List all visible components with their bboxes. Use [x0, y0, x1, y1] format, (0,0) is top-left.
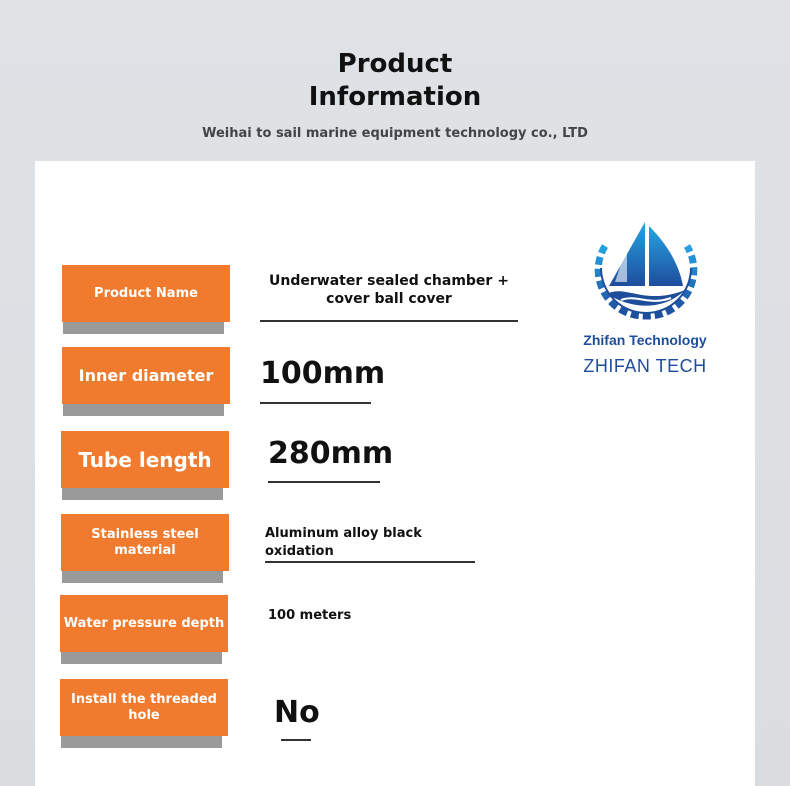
spec-label-inner-diameter: Inner diameter: [62, 347, 230, 404]
page-title-text: Product Information: [308, 49, 482, 112]
page-title: [0, 48, 790, 114]
company-name-en: ZHIFAN TECH: [583, 356, 707, 376]
spec-value-inner-diameter: 100mm: [260, 356, 386, 391]
spec-value-tube-length: 280mm: [268, 436, 394, 471]
spec-value-material: Aluminum alloy black oxidation: [265, 526, 422, 559]
value-underline: [260, 320, 518, 322]
spec-label-tube-length: Tube length: [61, 431, 229, 488]
value-underline: [260, 402, 371, 404]
spec-label-threaded-hole: Install the threaded hole: [60, 679, 228, 736]
value-underline: [265, 561, 475, 563]
value-underline: [281, 739, 311, 741]
spec-value-product-name: Underwater sealed chamber + cover ball cover: [269, 273, 509, 307]
spec-label-pressure-depth: Water pressure depth: [60, 595, 228, 652]
page-subtitle: Weihai to sail marine equipment technology co., LTD: [202, 126, 588, 141]
sailboat-gear-logo-icon: [587, 216, 705, 322]
spec-value-threaded-hole: No: [274, 695, 320, 730]
company-name: Zhifan Technology: [583, 332, 707, 348]
spec-label-product-name: Product Name: [62, 265, 230, 322]
value-underline: [268, 481, 380, 483]
spec-label-material: Stainless steel material: [61, 514, 229, 571]
spec-value-pressure-depth: 100 meters: [268, 608, 352, 623]
